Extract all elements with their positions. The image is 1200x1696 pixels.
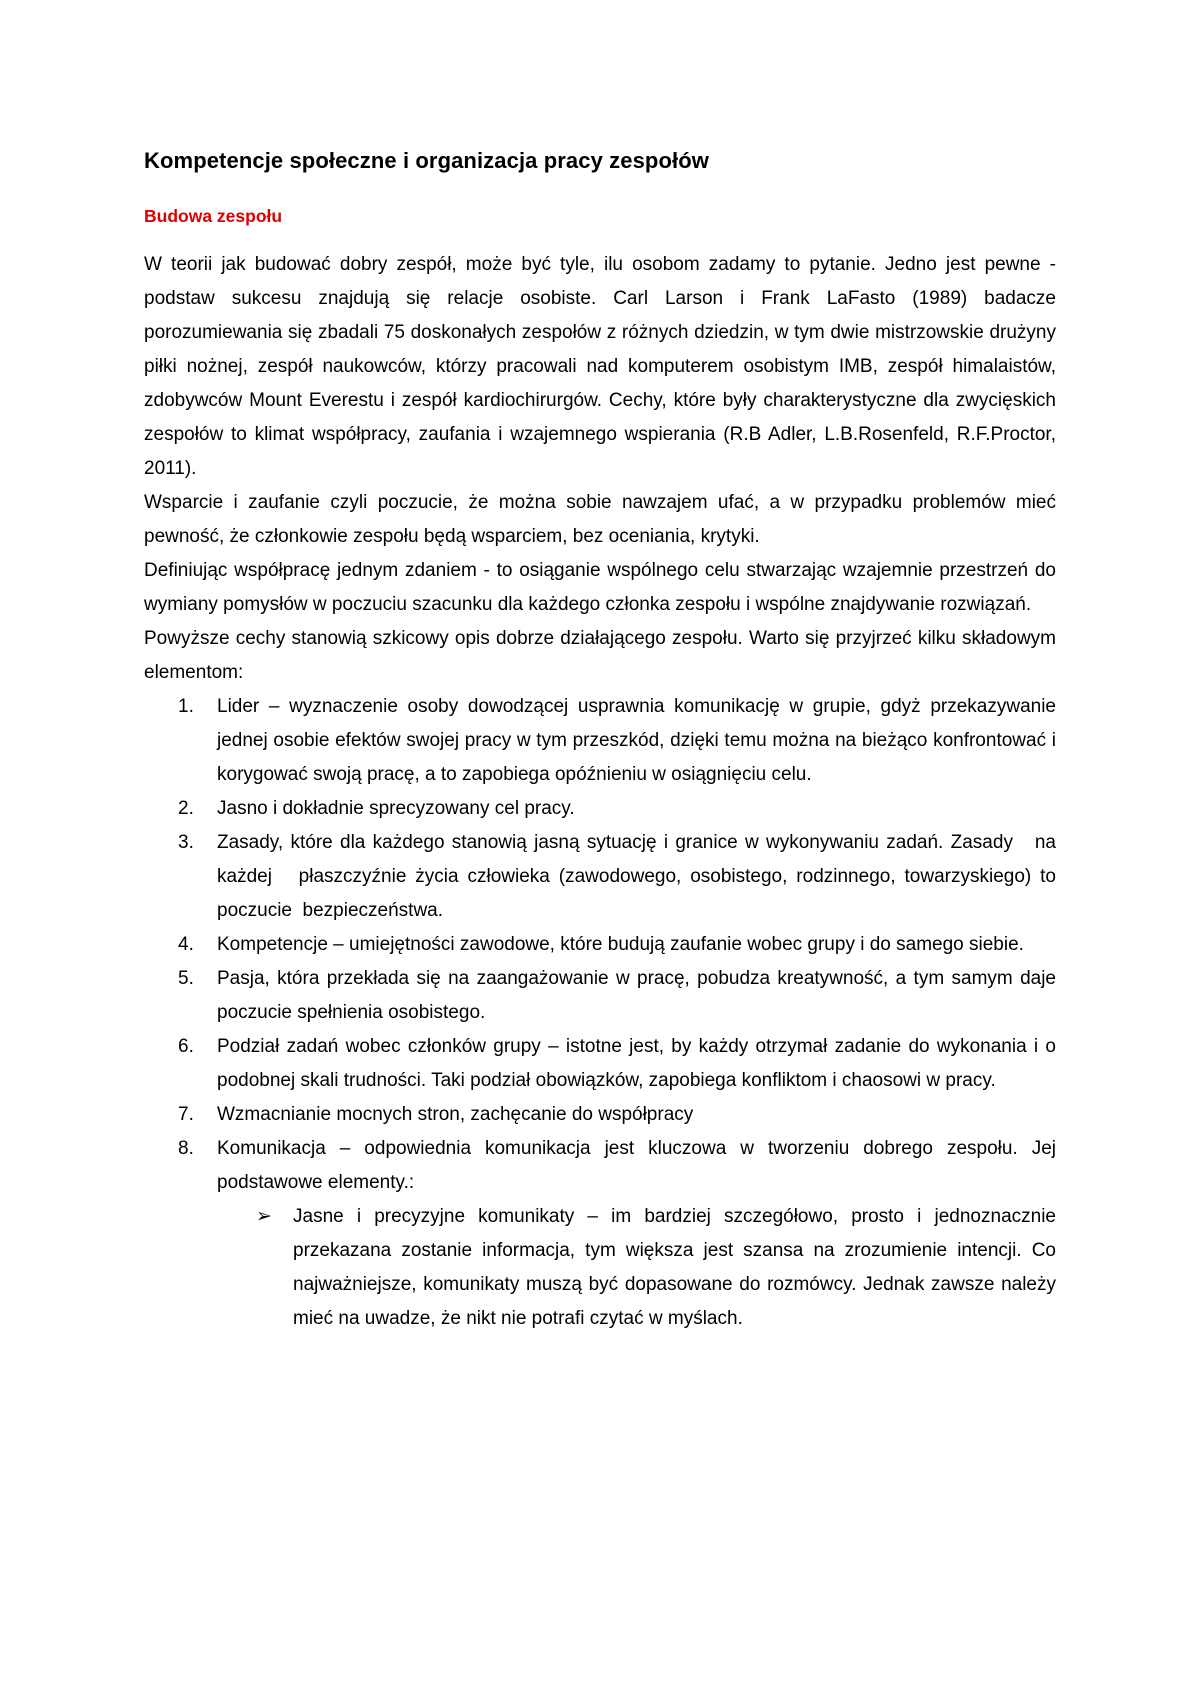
list-item-text: Lider – wyznaczenie osoby dowodzącej usprawnia komunikację w grupie, gdyż przekazywanie jednej osobie efektów swojej pracy w tym przeszkód, dzięki temu można na bieżąco konfrontować i korygować swoją pracę, a to zapobiega opóźnieniu w osiągnięciu celu.: [217, 696, 1056, 785]
list-item: [144, 928, 1056, 962]
list-number: 4.: [178, 934, 194, 955]
list-item-text: Podział zadań wobec członków grupy – istotne jest, by każdy otrzymał zadanie do wykonania i o podobnej skali trudności. Taki podział obowiązków, zapobiega konfliktom i chaosowi w pracy.: [217, 1036, 1056, 1091]
arrow-bullet-icon: ➢: [256, 1206, 272, 1227]
list-item-text: Pasja, która przekłada się na zaangażowanie w pracę, pobudza kreatywność, a tym samym daje poczucie spełnienia osobistego.: [217, 968, 1056, 1023]
section-heading: Budowa zespołu: [144, 206, 283, 226]
list-number: 5.: [178, 968, 194, 989]
numbered-list: [144, 690, 1062, 1336]
list-item-text: Komunikacja – odpowiednia komunikacja jest kluczowa w tworzeniu dobrego zespołu. Jej podstawowe elementy.:: [217, 1138, 1056, 1193]
list-item-text: Jasno i dokładnie sprecyzowany cel pracy.: [217, 798, 575, 819]
list-item-text: Kompetencje – umiejętności zawodowe, które budują zaufanie wobec grupy i do samego siebie.: [217, 934, 1024, 955]
paragraph-support: Wsparcie i zaufanie czyli poczucie, że można sobie nawzajem ufać, a w przypadku problemów mieć pewność, że członkowie zespołu będą wsparciem, bez oceniania, krytyki.: [144, 492, 1056, 547]
paragraph-intro: W teorii jak budować dobry zespół, może być tyle, ilu osobom zadamy to pytanie. Jedno jest pewne - podstaw sukcesu znajdują się relacje osobiste. Carl Larson i Frank LaFasto (1989) badacze porozumiewania się zbadali 75 doskonałych zespołów z różnych dziedzin, w tym dwie mistrzowskie drużyny piłki nożnej, zespół naukowców, którzy pracowali nad komputerem osobistym IMB, zespół himalaistów, zdobywców Mount Everestu i zespół kardiochirurgów. Cechy, które były charakterystyczne dla zwycięskich zespołów to klimat współpracy, zaufania i wzajemnego wspierania (R.B Adler, L.B.Rosenfeld, R.F.Proctor, 2011).: [144, 254, 1056, 479]
list-item: [144, 826, 1062, 928]
list-number: 7.: [178, 1104, 194, 1125]
list-number: 3.: [178, 832, 194, 853]
sub-list-item-text: Jasne i precyzyjne komunikaty – im bardziej szczegółowo, prosto i jednoznacznie przekazana zostanie informacja, tym większa jest szansa na zrozumienie intencji. Co najważniejsze, komunikaty muszą być dopasowane do rozmówcy. Jednak zawsze należy mieć na uwadze, że nikt nie potrafi czytać w myślach.: [293, 1206, 1056, 1329]
sub-list-item: [144, 1200, 1056, 1336]
list-item: [144, 1132, 1056, 1336]
list-item: [144, 690, 1056, 792]
paragraph-cooperation: Definiując współpracę jednym zdaniem - to osiąganie wspólnego celu stwarzając wzajemnie przestrzeń do wymiany pomysłów w poczuciu szacunku dla każdego członka zespołu i wspólne znajdywanie rozwiązań.: [144, 560, 1056, 615]
list-item: [144, 792, 1056, 826]
list-number: 1.: [178, 696, 194, 717]
list-number: 8.: [178, 1138, 194, 1159]
list-item-text: Wzmacnianie mocnych stron, zachęcanie do współpracy: [217, 1104, 694, 1125]
list-item: [144, 962, 1056, 1030]
paragraph-lead-in: Powyższe cechy stanowią szkicowy opis dobrze działającego zespołu. Warto się przyjrzeć kilku składowym elementom:: [144, 628, 1056, 683]
list-item: [144, 1098, 1056, 1132]
list-number: 2.: [178, 798, 194, 819]
list-number: 6.: [178, 1036, 194, 1057]
list-item-text: Zasady, które dla każdego stanowią jasną sytuację i granice w wykonywaniu zadań. Zasady na każdej płaszczyźnie życia człowieka (zawodowego, osobistego, rodzinnego, towarzyskiego) to poczucie bezpieczeństwa.: [217, 832, 1062, 921]
sub-bullet-list: [217, 1200, 1056, 1336]
document-body: [144, 146, 1062, 1336]
document-title: Kompetencje społeczne i organizacja pracy zespołów: [144, 148, 709, 173]
list-item: [144, 1030, 1056, 1098]
